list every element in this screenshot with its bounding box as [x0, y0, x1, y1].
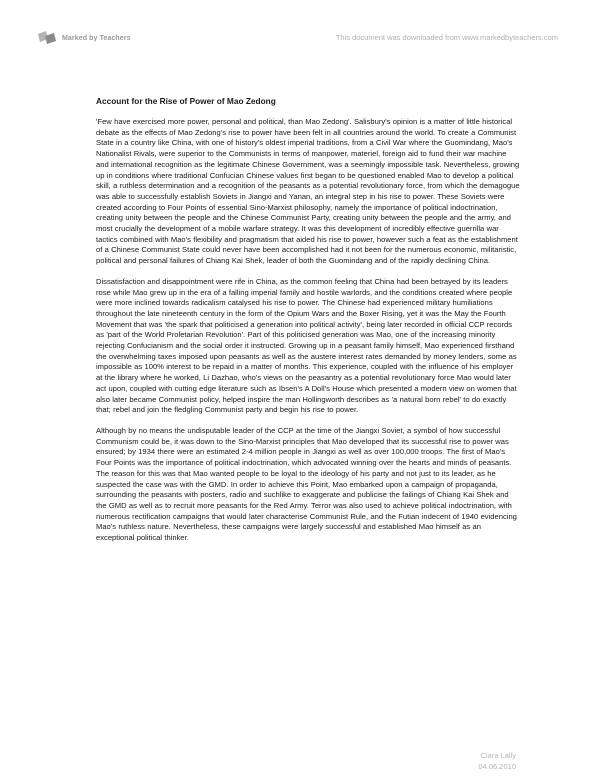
site-logo[interactable]: [36, 30, 131, 46]
page-footer: [478, 750, 516, 772]
page-header: [0, 0, 600, 60]
document-body: [96, 96, 520, 554]
paragraph-3: Although by no means the undisputable leader of the CCP at the time of the Jiangxi Soviet, a symbol of how successful Communism could be, it was down to the Sino-Marxist principles that Mao developed that its successful rise to power was ensured; by 1934 there were an estimated 2-4 million people in Jiangxi as well as over 100,000 troops. The first of Mao's Four Points was the importance of political indoctrination, which advocated winning over the hearts and minds of peasants. The reason for this was that Mao wanted people to be loyal to the ideology of his party and not just to its leader, as he suspected the case was with the GMD. In order to achieve this Point, Mao embarked upon a campaign of propaganda, surrounding the peasants with posters, radio and suchlike to exaggerate and publicise the failings of Chiang Kai Shek and the GMD as well as to recruit more peasants for the Red Army. Terror was also used to achieve political indoctrination, with numerous rectification campaigns that would later characterise Communist Rule, and the Futian indecent of 1940 evidencing Mao's ruthless nature. Nevertheless, these campaigns were largely successful and established Mao himself as an exceptional political thinker.: [96, 425, 517, 543]
paragraph-1: 'Few have exercised more power, personal and political, than Mao Zedong'. Salisbury's opinion is a matter of little historical debate as the effects of Mao Zedong's rise to power have been felt in all countries around the world. To create a Communist State in a country like China, with one of history's oldest imperial traditions, from a Civil War where the Guomindang, Mao's Nationalist Rivals, were superior to the Communists in terms of manpower, materiel, foreign aid to fund their war machine and international recognition as the legitimate Chinese Government, was a seemingly impossible task. Nevertheless, growing up in conditions where traditional Confucian Chinese values first began to be questioned enabled Mao to develop a political skill, a ruthless determination and a recognition of the peasants as a potential revolutionary force, from which the demagogue was able to successfully establish Soviets in Jiangxi and Yanan, an integral step in his rise to power. These Soviets were created according to Four Points of essential Sino-Marxist philosophy, namely the importance of political indoctrination, creating unity between the people and the Chinese Communist Party, creating unity between the people and the army, and most crucially the development of a mobile warfare strategy. It was this development of incredibly effective guerrilla war tactics combined with Mao's flexibility and pragmatism that aided his rise to power, however such a feat as the establishment of a Chinese Communist State could never have been accomplished had it not been for the numerous economic, militaristic, political and personal failures of Chiang Kai Shek, leader of both the Guomindang and of the rapidly declining China.: [96, 117, 520, 266]
logo-text: Marked by Teachers: [62, 34, 131, 42]
paragraph-2: Dissatisfaction and disappointment were rife in China, as the common feeling that China had been betrayed by its leaders rose while Mao grew up in the era of a falling imperial family and hostile warlords, and the conditions created where people were more inclined towards radicalism catalysed his rise to power. The Chinese had experienced military humiliations throughout the late nineteenth century in the form of the Opium Wars and the Boxer Rising, yet it was the May the Fourth Movement that was 'the spark that politicised a generation into political activity', being later recorded in official CCP records as 'part of the World Proletarian Revolution'. Part of this politicised generation was Mao, one of the increasing minority rejecting Confucianism and the social order it instructed. Growing up in a peasant family himself, Mao experienced firsthand the overwhelming taxes imposed upon peasants as well as the austere interest rates demanded by money lenders, some as impossible as 100% interest to be repaid in a matter of months. This experience, coupled with the influence of his employer at the library where he worked, Li Dazhao, who's views on the peasantry as a potential revolutionary force Mao would later act upon, coupled with cutting edge literature such as Ibsen's A Doll's House which presented a modern view on women that also later became Communist policy, helped inspire the man Hollingworth describes as 'a natural born rebel' to do exactly that; rebel and join the fledgling Communist party and begin his rise to power.: [96, 276, 517, 415]
download-note: This document was downloaded from www.markedbyteachers.com: [335, 33, 558, 42]
logo-mark-icon: [36, 30, 58, 46]
footer-author: Ciara Lally: [480, 751, 516, 760]
footer-date: 04.06.2010: [478, 762, 516, 771]
document-title: Account for the Rise of Power of Mao Zedong: [96, 96, 276, 106]
